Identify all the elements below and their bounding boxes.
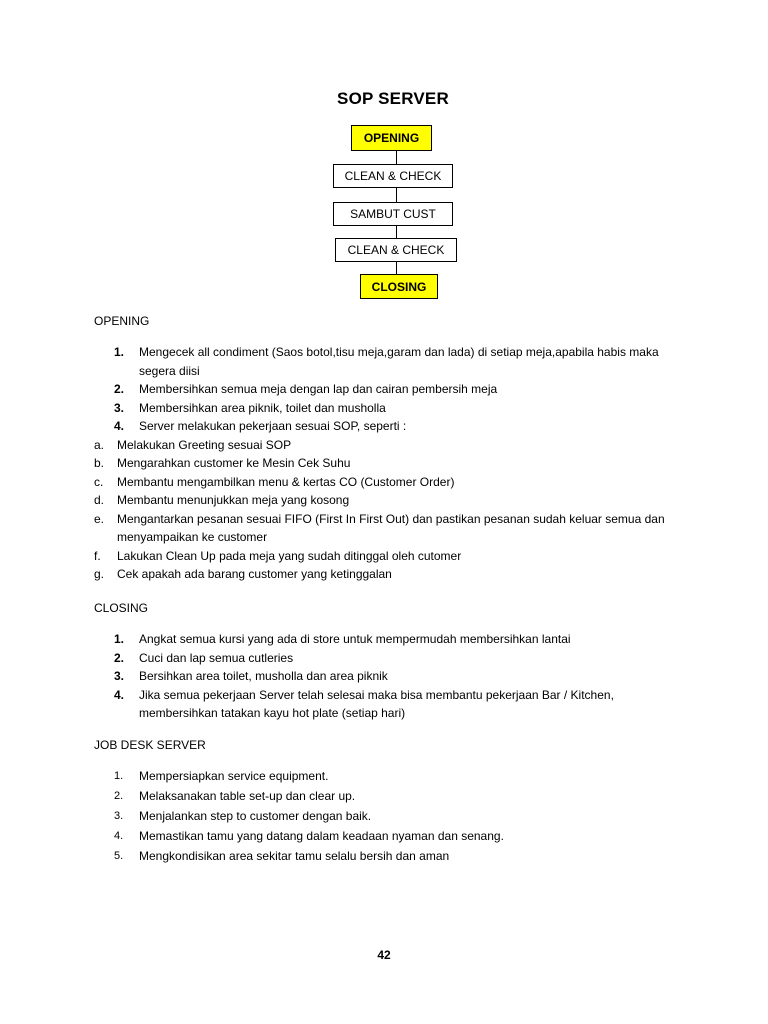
sub-list-item: e. Mengantarkan pesanan sesuai FIFO (First In First Out) dan pastikan pesanan sudah keluar semua dan menyampaikan ke customer — [94, 511, 665, 544]
sub-list-item: c. Membantu mengambilkan menu & kertas CO (Customer Order) — [94, 474, 455, 489]
opening-list — [94, 343, 694, 584]
flow-connector — [396, 226, 397, 238]
list-item: 1. Mengecek all condiment (Saos botol,tisu meja,garam dan lada) di setiap meja,apabila habis maka segera diisi — [114, 345, 659, 378]
list-item: 4. Server melakukan pekerjaan sesuai SOP, seperti : — [114, 419, 407, 433]
sub-list-item: b. Mengarahkan customer ke Mesin Cek Suhu — [94, 456, 351, 470]
list-item: 2. Membersihkan semua meja dengan lap dan cairan pembersih meja — [114, 382, 498, 396]
list-item: 4. Jika semua pekerjaan Server telah selesai maka bisa membantu pekerjaan Bar / Kitchen, membersihkan tatakan kayu hot plate (setiap hari) — [114, 687, 614, 720]
flow-step-clean-check-1: CLEAN & CHECK — [333, 164, 453, 188]
sub-list-item: g. Cek apakah ada barang customer yang ketinggalan — [94, 567, 392, 581]
flow-connector — [396, 151, 397, 164]
list-item: 4. Memastikan tamu yang datang dalam keadaan nyaman dan senang. — [114, 829, 504, 843]
flow-connector — [396, 262, 397, 274]
closing-list — [94, 630, 694, 723]
sub-list-item: a. Melakukan Greeting sesuai SOP — [94, 437, 292, 452]
sub-list-item: d. Membantu menunjukkan meja yang kosong — [94, 493, 350, 507]
jobdesk-heading: JOB DESK SERVER — [94, 738, 206, 752]
opening-heading: OPENING — [94, 314, 150, 328]
list-item: 2. Cuci dan lap semua cutleries — [114, 650, 294, 665]
closing-heading: CLOSING — [94, 601, 149, 615]
list-item: 1. Angkat semua kursi yang ada di store untuk mempermudah membersihkan lantai — [114, 632, 571, 646]
list-item: 3. Menjalankan step to customer dengan baik. — [114, 809, 372, 823]
list-item: 2. Melaksanakan table set-up dan clear up. — [114, 789, 356, 803]
flow-connector — [396, 188, 397, 202]
flow-step-clean-check-2: CLEAN & CHECK — [335, 238, 457, 262]
page-number: 42 — [377, 948, 391, 962]
list-item: 3. Bersihkan area toilet, musholla dan area piknik — [114, 669, 388, 683]
list-item: 3. Membersihkan area piknik, toilet dan musholla — [114, 400, 386, 415]
flow-step-closing: CLOSING — [360, 274, 438, 299]
sub-list-item: f. Lakukan Clean Up pada meja yang sudah ditinggal oleh cutomer — [94, 548, 462, 563]
jobdesk-list — [94, 766, 694, 866]
list-item: 5. Mengkondisikan area sekitar tamu selalu bersih dan aman — [114, 849, 450, 863]
flow-step-opening: OPENING — [351, 125, 432, 151]
flow-step-sambut-cust: SAMBUT CUST — [333, 202, 453, 226]
list-item: 1. Mempersiapkan service equipment. — [114, 769, 329, 783]
opening-sublist — [94, 436, 694, 584]
page-title: SOP SERVER — [337, 89, 449, 108]
